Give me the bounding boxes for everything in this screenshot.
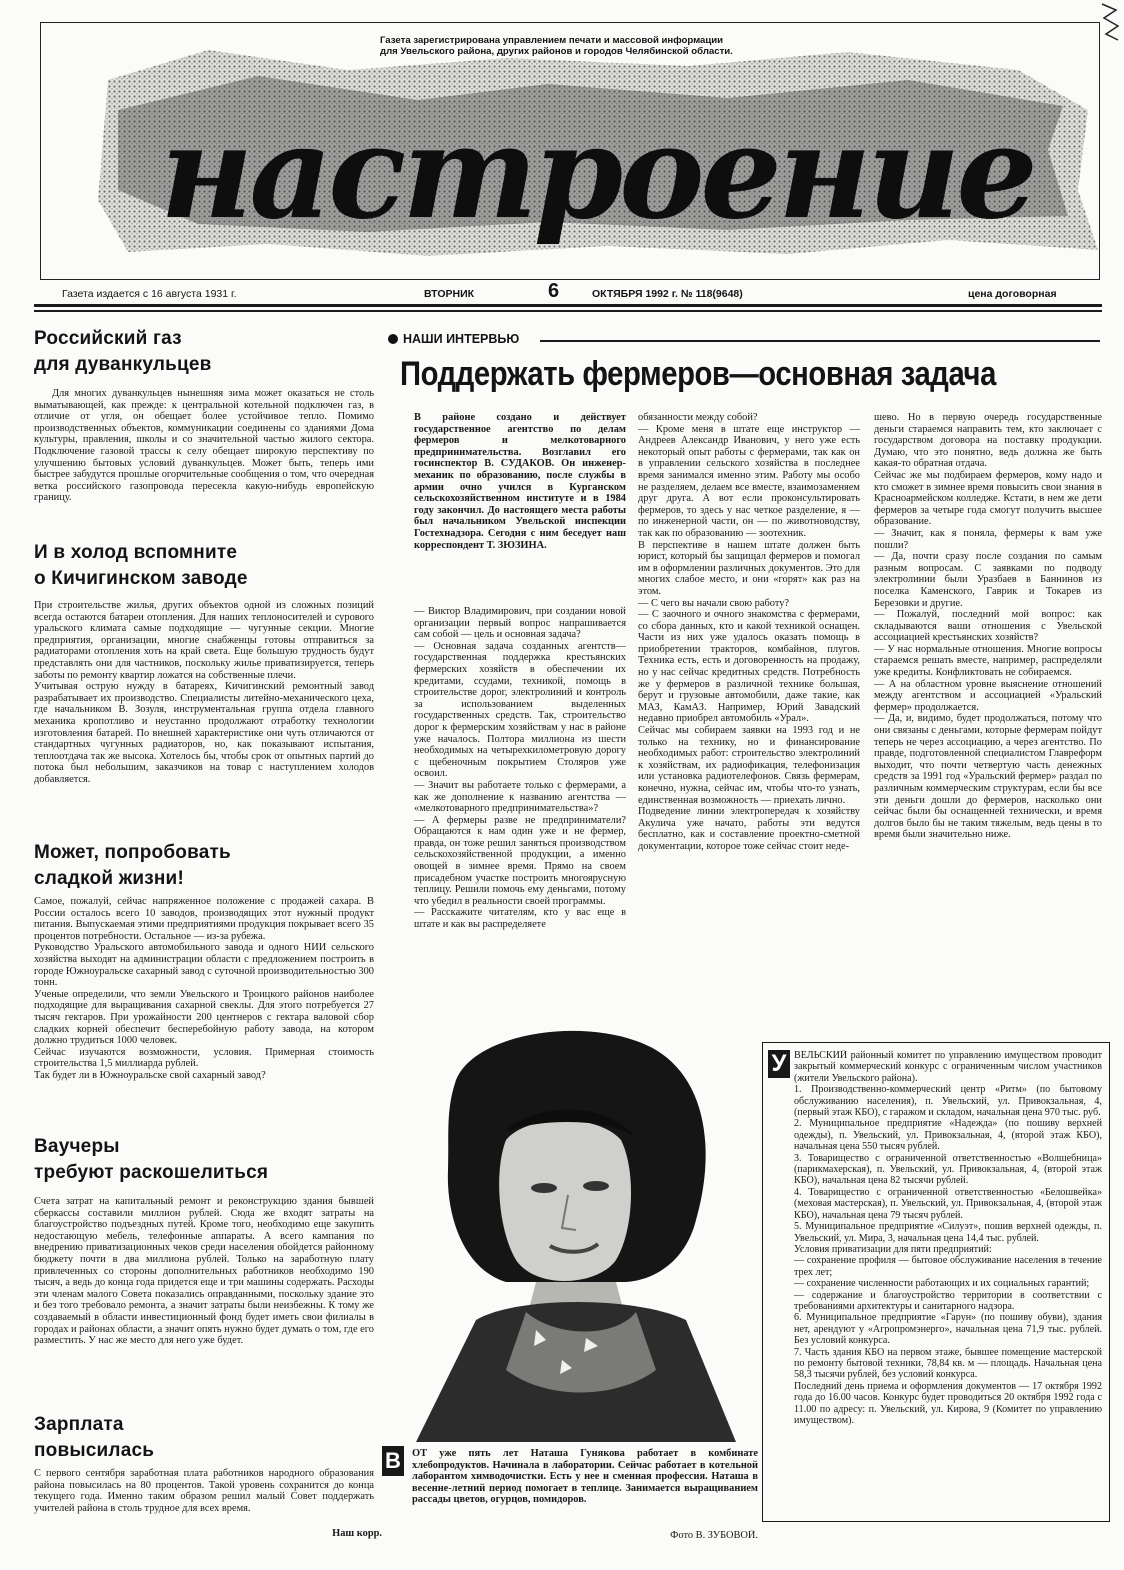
headline-vouchers: Ваучеры требуют раскошелиться (34, 1136, 269, 1183)
newspaper-title: настроение (160, 98, 1034, 248)
interview-column-2: обязанности между собой? — Кроме меня в штате еще инструктор — Андреев Александр Иванович, у него уже есть некоторый опыт работы с фермерами, так как он в управлении сельского хозяйства в последнее время занимался именно этим. Работу мы особо не разделяем, делаем все вместе, взаимозаменяем друг друга. А вот если проконсультировать фермеров, то здесь у нас четкое разделение, я — по инженерной части, он — по животноводству, так как по образованию — зоотехник. В перспективе в нашем штате должен быть юрист, который бы защищал фермеров и помогал им в оформлении различных документов. Это для многих слабое место, и они «горят» как раз на этом. — С чего вы начали свою работу? — С заочного и очного знакомства с фермерами, со сбора данных, кто и какой техникой оснащен. Части из них уже удалось оказать помощь в приобретении тракторов, комбайнов, плугов. Техника есть, есть и договоренность на продажу, но у нас сейчас кредитных средств. Потребность же у фермеров в различной технике большая, берут и грузовые автомобили, даже такие, как МАЗ, КамАЗ. Например, Юрий Завадский недавно приобрел автомобиль «Урал». Сейчас мы собираем заявки на 1993 год и не только на технику, но и финансирование необходимых работ: строительство электролиний к хозяйствам, их радиофикация, телефонизация или установка радиотелефонов. Связь фермерам, конечно, нужна, сейчас им, чтобы что-то узнать, единственная возможность — приехать лично. Подведение линии электропередач к хозяйству Акулича уже начато, работы эти ведутся бесплатно, как и составление проектно-сметной документации, которое тоже сейчас стоит неде- (638, 412, 860, 852)
price-label: цена договорная (968, 288, 1057, 300)
rubric-rule (540, 340, 1100, 342)
page-edge-mark (1096, 0, 1124, 60)
header-rule-thin (34, 310, 1102, 312)
founded-date: Газета издается с 16 августа 1931 г. (62, 288, 237, 300)
article-salary: С первого сентября заработная плата работников народного образования района повысилась на 80 процентов. Такой уровень сохранится до конца текущего года. Именно таким образом решил малый Совет поддержать учителей района в столь трудное для всех время. (34, 1468, 374, 1514)
header-rule (34, 304, 1102, 307)
headline-sugar: Может, попробовать сладкой жизни! (34, 842, 231, 889)
article-radiators: При строительстве жилья, других объектов одной из сложных позиций всегда остаются батареи отопления. Для наших теплоносителей и сурового уральского климата самые подходящие — чугунные секции. Многие предприятия, организации, многие снабженцы готовы отправиться за радиаторами отопления хоть на край света. Еще большую трудность будут представлять они для частников, поскольку жилье приватизируется, теперь заботы по ремонту квартир ложатся на собственные плечи. Учитывая острую нужду в батареях, Кичигинский ремонтный завод разрабатывает их производство. Специалисты литейно-механического цеха, где начальником В. Зозуля, инструментальная группа отдела главного механика кропотливо и неустанно продолжают отработку технологии изготовления батарей. По внешней характеристике они чуть отличаются от стандартных чугунных радиаторов, но, как показывают испытания, теплоотдача так же высока. Хотелось бы, чтобы срок от опытных партий до потока был небольшим, заказчиков на товар с наступлением холодов добавляется. (34, 600, 374, 785)
interview-column-3: шево. Но в первую очередь государственные деньги стараемся направить тем, кто заключает с государством договора на поставку продукции. Думаю, что это понятно, ведь должна же быть какая-то обратная отдача. Сейчас же мы подбираем фермеров, кому надо и кто сможет в зимнее время повысить свои знания в Красноармейском колледже. Кстати, в нем же дети фермеров за четыре года смогут получить высшее образование. — Значит, как я поняла, фермеры к вам уже пошли? — Да, почти сразу после создания по самым разным вопросам. С заявками по подводу электролинии были Уразбаев в Баннинов из поселка Каменского, Гаврик и Токарев из Березовки и другие. — Пожалуй, последний мой вопрос: как складываются ваши отношения с Увельской ассоциацией крестьянских хозяйств? — У нас нормальные отношения. Многие вопросы стараемся решать вместе, например, распределяли уже кредиты. Конфликтовать не собираемся. — А на областном уровне выяснение отношений между агентством и ассоциацией «Уральский фермер» продолжается. — Да, и, видимо, будет продолжаться, потому что они связаны с деньгами, которые фермерам пойдут теперь не через ассоциацию, а через агентство. По правде, подготовленной специалистом Главреформ выходит, что почти четвертую часть денежных средств за 1991 год «Уральский фермер» раздал по различным коммерческим структурам, если бы все эти деньги дошли до фермеров, насколько они сейчас были бы оснащенней технически, и время долгов было бы не таким тяжелым, ведь цены в то время были значительно ниже. (874, 412, 1102, 841)
interview-headline: Поддержать фермеров—основная задача (400, 355, 996, 393)
issue-day: 6 (548, 280, 560, 302)
registration-notice: Газета зарегистрирована управлением печати и массовой информации для Увельского района, других районов и городов Челябинской области. (380, 35, 733, 57)
rubric-label: НАШИ ИНТЕРВЬЮ (403, 332, 520, 346)
interview-lead: В районе создано и действует государственное агентство по делам фермеров и мелкотоварного предпринимательства. Возглавил его госинспектор В. СУДАКОВ. Он инженер-механик по образованию, после службы в армии очно учился в Курганском сельскохозяйственном институте и в 1984 году закончил. До настоящего места работы был начальником Увельской инспекции Гостехнадзора. Сегодня с ним беседует наш корреспондент Т. ЗЮЗИНА. (414, 412, 626, 551)
notice-dropcap: У (768, 1050, 790, 1078)
headline-salary: Зарплата повысилась (34, 1414, 155, 1461)
caption-dropcap: В (382, 1446, 404, 1476)
article-gas: Для многих дуванкульцев нынешняя зима может оказаться не столь выматывающей, как прежде: к центральной котельной подключен газ, в отличие от угля, он обещает более устойчивое тепло. Помимо производственных объектов, коммуникации соединены со зданиями Дома культуры, правления, школы и со значительной частью жилого сектора. Подключение газовой трассы к селу обещает широкую перспективу по улучшению бытовых условий дуванкульцев. Может быть, теперь ими быстрее забудутся прошлые огорчительные сообщения о том, что очередная ветка российского газопровода пересекла какую-нибудь европейскую границу. (34, 388, 374, 504)
photo-caption: ОТ уже пять лет Наташа Гунякова работает в комбинате хлебопродуктов. Начинала в лаборатории. Сейчас работает в котельной лаборантом химводочистки. Есть у нее и сменная профессия. Наташа в весенне-летний период помогает в теплице. Занимается выращиванием рассады цветов, огурцов, помидоров. (412, 1448, 758, 1506)
article-vouchers: Счета затрат на капитальный ремонт и реконструкцию здания бывшей сберкассы составили миллион рублей. Сюда же входят затраты на благоустройство подъездных путей. Кроме того, необходимо еще закупить недостающую мебель, телефонные аппараты. А всего кампания по внедрению приватизационных чеков среди населения обойдется районному бюджету почти в два миллиона рублей. Только на заработную плату привлеченных со стороны дополнительных работников необходимо 190 тысяч, а ведь до конца года придется еще и три машины содержать. Расходы эти членам малого Совета показались оправданными, поскольку здание это и без того требовало ремонта, а значит затраты были неизбежны. К тому же создаваемый в области инвестиционный фонд будет иметь свои филиалы в городах и районах области, а значит опять нужно будет думать о том, где его разместить. У нас же место для него уже будет. (34, 1196, 374, 1347)
bullet-icon (388, 334, 398, 344)
headline-gas: Российский газ для дуванкульцев (34, 328, 212, 375)
photo-credit: Фото В. ЗУБОВОЙ. (670, 1530, 758, 1541)
article-sugar: Самое, пожалуй, сейчас напряженное положение с продажей сахара. В России осталось всего 10 заводов, производящих этот нужный продукт питания. Выпускаемая этими предприятиями продукция покрывает всего 35 процентов потребности. Остальное — из-за рубежа. Руководство Уральского автомобильного завода и одного НИИ сельского хозяйства выходят на администрации области с предложением построить в городе Южноуральске сахарный завод с суточной производительностью 300 тонн. Ученые определили, что земли Увельского и Троицкого районов наиболее подходящие для выращивания сахарной свеклы. Для этого потребуется 27 тысяч гектаров. При урожайности 200 центнеров с гектара валовой сбор сладких корней обеспечит бесперебойную работу завода, на котором должно трудиться 1000 человек. Сейчас изучаются возможности, условия. Примерная стоимость строительства 1,5 миллиарда рублей. Так будет ли в Южноуральске свой сахарный завод? (34, 896, 374, 1081)
headline-radiators: И в холод вспомните о Кичигинском заводе (34, 542, 248, 589)
issue-date-number: ОКТЯБРЯ 1992 г. № 118(9648) (592, 288, 743, 300)
interview-column-1: — Виктор Владимирович, при создании новой организации первый вопрос напрашивается сам собой — цель и основная задача? — Основная задача созданных агентств—государственная поддержка крестьянских фермерских хозяйств в обеспечении их кредитами, ссудами, техникой, помощь в строительстве дорог, электролиний и контроль за использованием выделенных государственных средств. Так, строительство дорог к фермерским хозяйствам у нас в районе уже началось. Полтора миллиона из шести необходимых на четырехкилометровую дорогу с щебеночным покрытием Столяров уже освоил. — Значит вы работаете только с фермерами, а как же дополнение к названию агентства — «мелкотоварного предпринимательства»? — А фермеры разве не предприниматели? Обращаются к нам один уже и не фермер, правда, он тоже решил заняться производством сельскохозяйственной продукции, а именно овощей в зимнее время. Прямо на своем присадебном участке построить многоярусную теплицу. Решили помочь ему деньгами, потому что убедил в реальности своей программы. — Расскажите читателям, кто у вас еще в штате и как вы распределяете (414, 606, 626, 931)
portrait-photo (386, 1020, 758, 1442)
weekday: ВТОРНИК (424, 288, 475, 300)
section-rubric (388, 332, 519, 346)
auction-notice-text: ВЕЛЬСКИЙ районный комитет по управлению имуществом проводит закрытый коммерческий конкурс с ограниченным числом участников (жители Увельского района). 1. Производственно-коммерческий центр «Ритм» (по бытовому обслуживанию населения), п. Увельский, ул. Привокзальная, 4, (первый этаж КБО), с гаражом и складом, начальная цена 970 тыс. руб. 2. Муниципальное предприятие «Надежда» (по пошиву верхней одежды), п. Увельский, ул. Привокзальная, 4, (второй этаж КБО), начальная цена 550 тысяч рублей. 3. Товарищество с ограниченной ответственностью «Волшебница» (парикмахерская), п. Увельский, ул. Привокзальная, 4, (второй этаж КБО), начальная цена 82 тысячи рублей. 4. Товарищество с ограниченной ответственностью «Белошвейка» (меховая мастерская), п. Увельский, ул. Привокзальная, 4, (второй этаж КБО), начальная цена 79 тысяч рублей. 5. Муниципальное предприятие «Силуэт», пошив верхней одежды, п. Увельский, ул. Мира, 3, начальная цена 14,4 тыс. рублей. Условия приватизации для пяти предприятий: — сохранение профиля — бытовое обслуживание населения в течение трех лет; — сохранение численности работающих и их социальных гарантий; — содержание и благоустройство территории в соответствии с требованиями архитектуры и санитарного надзора. 6. Муниципальное предприятие «Гарун» (по пошиву обуви), здания нет, арендуют у «Агропромэнерго», начальная цена 71,9 тыс. рублей. Без условий конкурса. 7. Часть здания КБО на первом этаже, бывшее помещение мастерской по ремонту бытовой техники, 78,84 кв. м — площадь. Начальная цена 58,3 тысячи рублей, без условий конкурса. Последний день приема и оформления документов — 17 октября 1992 года до 16.00 часов. Конкурс будет проводиться 20 октября 1992 года с 11.00 по адресу: п. Увельский, ул. Кирова, 9 (Комитет по управлению имуществом). (794, 1050, 1102, 1426)
article-signature: Наш корр. (332, 1528, 382, 1539)
